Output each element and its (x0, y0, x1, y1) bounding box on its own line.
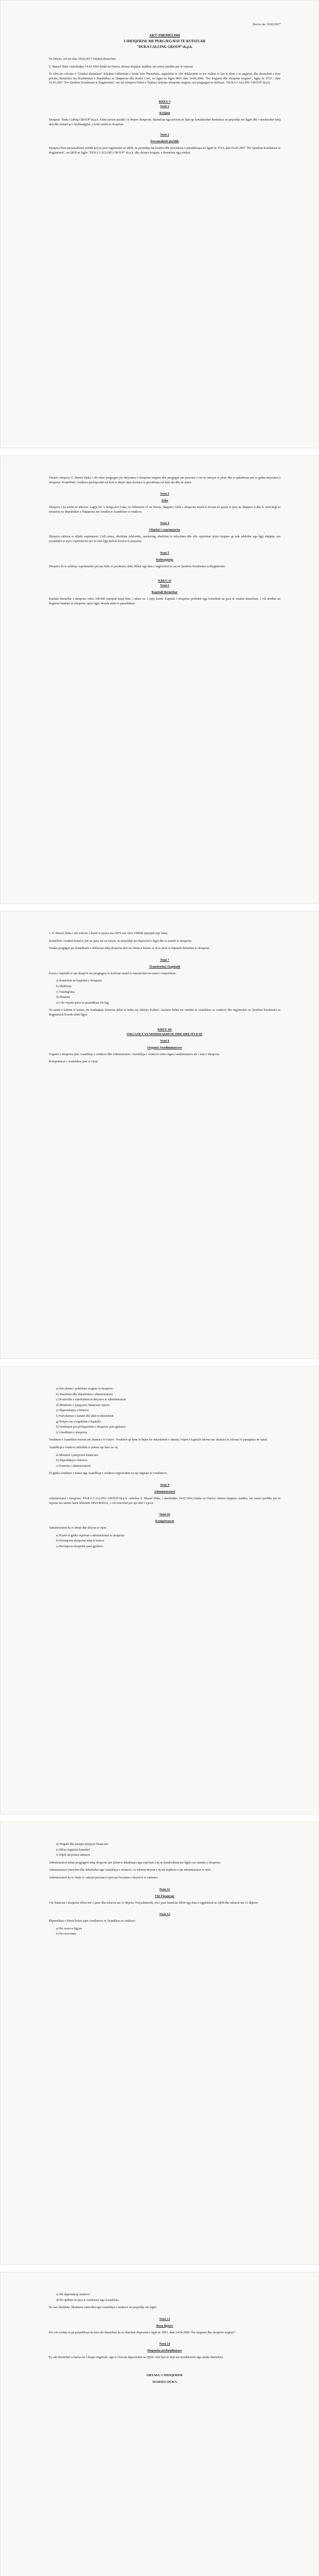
article-14-heading: Dispozita perfundimtare (147, 2349, 182, 2353)
article-3-heading: Selia (161, 499, 168, 503)
chapter-3-heading: ORGANET VENDIMMARRESE DHE DREJTUESE (127, 1032, 203, 1036)
list-item: c) Per shperndarje ortakeve (56, 2293, 90, 2296)
document-date: Durres me 10/02/2017 (252, 23, 280, 26)
page4-text-3: Te gjitha vendimet e marra nga Asambleja e ortakeve regjistrohen ne nje regjister te vendimeve. (49, 1472, 168, 1476)
article-6-number: Neni 6 (160, 584, 169, 588)
list-item: g) Rritjen ose zvogelimin e kapitalit (56, 1420, 101, 1423)
article-7-text-2: Ne rastin e kalimit te kuotes me trashegimi, kontrata duhet te behet me shkrim. Kalimi i kuotave behet me vendim te Asamblese se ortakeve dhe regjistrohet ne Qendren Kombetare te Regjistrimit brenda afatit ligjor. (49, 1009, 280, 1016)
list-item: b) Shperndarja e fitimeve (56, 1459, 88, 1463)
list-item: b) Perfaqeson shoqerine ndaj te treteve (56, 1539, 104, 1543)
page4-text-2: Asambleja e ortakeve mblidhet te pakten nje here ne vit. (49, 1446, 119, 1449)
article-4-heading: Objekti i veprimtarise (149, 528, 181, 532)
article-10-number: Neni 10 (159, 1513, 170, 1517)
article-11-text: Viti financiar i shoqerise fillon me 1 janar dhe mbaron me 31 dhjetor. Perjashtimisht, viti i pare financiar fillon nga data e regjistrimit ne QKB dhe mbaron me 31 dhjetor. (49, 1901, 258, 1905)
list-item: c) Emerimi i administratorit (56, 1464, 91, 1468)
article-5-text: Shoqeria do te ushtroje veprimtarine per nje kohe te pacaktuar, duke filluar nga data e regjistrimit te saj ne Qendren Kombetare te Regjistrimit. (49, 565, 225, 568)
intro-paragraph-2: Z. Marsel Duka i datelindjes 14.02.1994 lindur ne Durres, shtetas shqiptar, madhor, me zotesi juridike per te vepruar. (49, 65, 193, 69)
document-title: AKT-THEMELIMI (149, 33, 180, 38)
list-item: e) Shperndarjen e fitimeve (56, 1409, 89, 1413)
article-11-heading: Viti Financiar (154, 1894, 175, 1898)
article-8-heading: Organet Vendimmarrese (147, 1045, 182, 1049)
list-item: e) Mban regjistrat kontabel (56, 1848, 90, 1852)
article-13-text: Per cdo ceshtje te pa parashikuar ne kete akt themelimi do te zbatohen dispozitat e ligjit nr. 9901, date 14.04.2008 "Per tregtaret dhe shoqerite tregtare". (49, 2331, 236, 2334)
page6-text-1: Ne rast likuidimi, likuiduesi emerohet nga Asambleja e ortakeve ne perputhje me ligjin. (49, 2306, 157, 2310)
list-item: a) Percaktimi i politikave tregtare te shoqerise (56, 1387, 113, 1391)
article-3-text: Shoqeria e ka selinë ne adresen: Lagjja Nr. 3, Rruga Kol Luka, ne Ndertesen 21 ne Durres, Shqiperi. Selia e shoqerise mund te levizet ne qytete te tjera ne Shqiperi si dhe te celet degë te shoqerise ne Republiken e Shqiperise me vendim te Asamblese se ortakeve. (49, 506, 280, 514)
list-item: f) Ndryshimin e statutit dhe aktit te themelimit (56, 1414, 114, 1418)
list-item: e) Cdo veprim tjeter te parashikuar me ligj. (56, 1001, 110, 1005)
article-3-number: Neni 3 (160, 492, 169, 496)
article-9-heading: Administratori (154, 1489, 175, 1494)
page3-text-1: 1. Z. Marsel Duka i cili zoteron 1 kuote te pjeses me 100% me vlere 100000 (njeqind mije leke). (49, 932, 168, 935)
document-page-3 (0, 911, 319, 1359)
document-page-2 (0, 455, 319, 904)
list-item: f) Ndjek detyrimet tatimore (56, 1854, 91, 1857)
article-9-number: Neni 9 (160, 1483, 169, 1487)
list-item: a) Miratimi i pasqyrave financiare (56, 1453, 98, 1457)
article-1-text: Shoqeria "Duka Calling GROUP"sh.p.k. Eshte person juridik i te drejtes shoqerore, themeluar nga personi ne fjale qe konsiderohet themelues ne perputhje me ligjin dhe i nenshtrohet ketij akti dhe statutit qe i bashkangjitet, e ketij statuti te shoqerise. (49, 118, 280, 126)
document-page-4 (0, 1366, 319, 1815)
article-1-number: Neni 1 (160, 104, 169, 108)
article-2-heading: Personaliteti juridik (150, 140, 179, 144)
list-item: a) Kontributi ne kapitalin e shoqerise (56, 979, 102, 983)
page5-text-1: Administratori mban pergjegjesi ndaj shoqerise per demet e shkaktuara nga veprimet e tij ne kundershtim me ligjin ose statutin e shoqerise. (49, 1861, 221, 1865)
article-9-text: Administrator i shoqerise "DUKA CALLING GROUP"sh.p.k. caktohet Z. Marsel Duka, i datelindjes 14.02.1994, lindur ne Durres, shtetas shqiptar, madhor, me zotesi juridike per te vepruar me numer karte identiteti J40214029AL, i cili emerohet per nje afat 5 vjecar. (49, 1497, 280, 1505)
article-5-heading: Kohezgjatja (156, 557, 173, 562)
article-10-heading: Kompetencat (155, 1519, 174, 1523)
article-7-number: Neni 7 (160, 958, 169, 962)
chapter-3-title: KREU III (157, 1027, 172, 1031)
list-item: a) Per rezerva ligjore (56, 1927, 82, 1930)
administrator-powers-list (56, 1534, 280, 1549)
list-item: h) Vendosjen per perfaqesimin e shoqerise para gjykates (56, 1426, 126, 1429)
document-page-1 (0, 0, 319, 448)
article-10-text: Administratori ka te drejte dhe detyrat si vijon: (49, 1527, 107, 1530)
intro-paragraph-3: Te cilet me cilesine e "Ortakut themelues" krijojme vullnetisht e lirshe kete Themelimi, angazhimi te cilit deklarojme se me vullnet te lire te plote e te ungjesrt, dhe themelimi e kete private, themelimi me Kushtetuten e Republikes se Shqiperise dhe Kodin Civil, ne ligjet ne ligjin 9901 date 14.04.2008, "Per tregtaret dhe shoqerite tregtare", ligjin nr. 9723 , date 03.05.2007 "Per Qendren Kombetare te Regjistrimit", me ate Qenjerin Fiskal e Tatimor, krijojne shoqerine tregtare, me pergjegjesi te kufizuar, "DUKA CALLING GROUP"sh.p.k. (49, 73, 280, 85)
chapter-1-title: KREU I (158, 99, 171, 104)
signature-name: MARSEL DUKA (152, 2380, 177, 2384)
article-12-text: Shperndarja e fitimit behet sipas vendimeve te Asamblese se ortakeve: (49, 1920, 136, 1923)
list-item: b) Shitblerja (56, 985, 72, 988)
list-item: b) Per investime (56, 1933, 77, 1936)
profit-distribution-list (56, 1927, 280, 1937)
signature-title: ORTAKU I SHOQERISE (146, 2373, 183, 2377)
article-1-heading: Krijimi (159, 111, 170, 115)
article-6-heading: Kapitali themeltar (151, 590, 178, 595)
company-name: "DUKA CALLING GROUP"sh.p.k. (136, 45, 193, 49)
intro-paragraph-1: Ne Durres, sot me date 10/02/2017 Ortakut themelues: (49, 58, 117, 61)
article-4-number: Neni 4 (160, 521, 169, 526)
document-page-5 (0, 1822, 319, 2265)
article-2-number: Neni 2 (160, 133, 169, 137)
list-item: d) Pergatit dhe paraqet pasqyrat financiare (56, 1843, 109, 1846)
list-item: i) Likuidimin e shoqerise (56, 1431, 87, 1434)
article-8-text: Organet e shoqerise jane Asambleja e ortakeve dhe Administratori. Asambleja e ortakeve eshte organi vendimmarres me i larte i shoqerise. (49, 1053, 220, 1056)
article-14-number: Neni 14 (159, 2342, 170, 2346)
list-item: c) Trashegimia (56, 990, 75, 994)
document-subtitle: I SHOQERISE ME PERGJEGJESI TE KUFIZUAR (123, 39, 206, 43)
article-5-number: Neni 5 (160, 551, 169, 555)
article-6-text: Kapitali themeltar i shoqerise eshte 100.000 (njeqind mije) leke, i ndare ne 1 (nje) kuote. Kapitali i shoqerise perbehet nga kontributi ne para te ortakut themelues, i cili derdhet ne llogarine bankare te shoqerise sipas ligjit, brenda afatit te parashikuar. (49, 598, 280, 605)
page2-text-1: Themel shoqeror Z. Marsel Duka i cili eshte pergjegjes per detyrimet e shoqerise tregtare dhe pergjigjet me pasurine e vet ne menyre te plote dhe te pakufizuar per te gjitha detyrimet e shoqerise. Kontributi i ortakeve perfaqesohet ne kete te drejte sipas kuotave te percaktuara ne kete akt dhe ne statut. (49, 477, 280, 484)
article-11-number: Neni 11 (159, 1887, 170, 1891)
list-item: b) Emerimin dhe shkarkimin e administratorit (56, 1393, 113, 1396)
list-item: d) Miratimin e pasqyrave financiare vjetore (56, 1403, 110, 1407)
list-item: d) Dhurimi (56, 996, 70, 999)
page4-text-1: Vendimet e Asamblese merren me shumice te votave. Vendimet qe kane te bejne me ndryshimin e statutit, rritjen e kapitalit merren me shumice te cilesuar te paraqitura ne statut. (49, 1438, 268, 1442)
administrator-powers-list-continued (56, 1842, 280, 1858)
page3-text-2: Kontributi i ortakut mund te jete ne para ose ne natyre, ne perputhje me dispozitat e ligjit dhe te statutit te shoqerise. (49, 939, 192, 943)
article-4-text: Shoqeria ushtron si objekt veprimtarie: Call center, sherbime telefonike, marketing, sherbime te ndryshme dhe cdo veprimtari tjeter tregtare qe nuk ndalohet nga ligji shqiptar, me perjashtim te atyre veprimtarive per te cilat ligji kerkon licence te posacme. (49, 535, 280, 543)
list-item: c) Perfaqeson shoqerine para gjykates (56, 1545, 103, 1548)
article-2-text: Shoqeria fiton personalitetin juridik prej te pare regjistrimit ne QKB, ne perputhje me kushtet dhe procedurat e parashikuara ne ligjin nr. 9723, date 03.05.2007 "Per Qendren Kombetare te Regjistrimit", ne QKB ne ligjin "DUKA CALLING GROUP" sh.p.k. dhe shoqeri tregtare, e themeluar nga ortaket. (49, 147, 280, 155)
article-13-heading: Baza ligjore (156, 2324, 173, 2328)
assembly-agenda-list (56, 1453, 280, 1469)
article-12-number: Neni 12 (159, 1912, 170, 1917)
list-item: c) Kontrollin e ekzekutimit te detyrave te administratorit (56, 1398, 126, 1402)
profit-distribution-list-continued (56, 2293, 280, 2302)
article-13-number: Neni 13 (159, 2317, 170, 2321)
article-8-number: Neni 8 (160, 1039, 169, 1043)
article-7-text: Kuota e kapitalit te nje shoqerie me pergjegjesi te kufizuar mund te transferohet ne rastet e meposhtme: (49, 972, 177, 975)
list-item: a) Kryen te gjitha veprimet e administrimit te shoqerise (56, 1534, 125, 1537)
article-8-text-2: Kompetencat e Asamblese jane si vijon: (49, 1060, 99, 1064)
assembly-powers-list (56, 1387, 280, 1435)
article-14-text: Ky akt themelimi u hartua ne 3 kopje origjinale, nga te cilat nje depozitohet ne QKB. Akti hyn ne fuqi me nenshkrimin nga ortaku themelues. (49, 2356, 224, 2360)
list-item: d) Per qellime te tjera te vendosura nga Asambleja (56, 2298, 118, 2302)
article-7-heading: Transferimi i kapitalit (149, 964, 181, 969)
page5-text-3: Administratori ka te drejte te caktoje persona te tjere per kryerjen e detyrave te caktuara. (49, 1876, 158, 1879)
page3-text-3: Ortaku pergjigjet per kontributin e deklaruar ndaj shoqerise deri ne vleren e kuotes se tij te plote te kapitalit themeltar te shoqerise. (49, 947, 210, 951)
document-page-6 (0, 2272, 319, 2576)
page5-text-2: Administratori emerohet dhe shkarkohet nga Asambleja e ortakeve. Ai ushtron detyrat e tij me kujdesin e nje administratori te mire. (49, 1869, 212, 1872)
chapter-2-title: KREU II (158, 579, 171, 583)
article-7-list (56, 979, 280, 1005)
